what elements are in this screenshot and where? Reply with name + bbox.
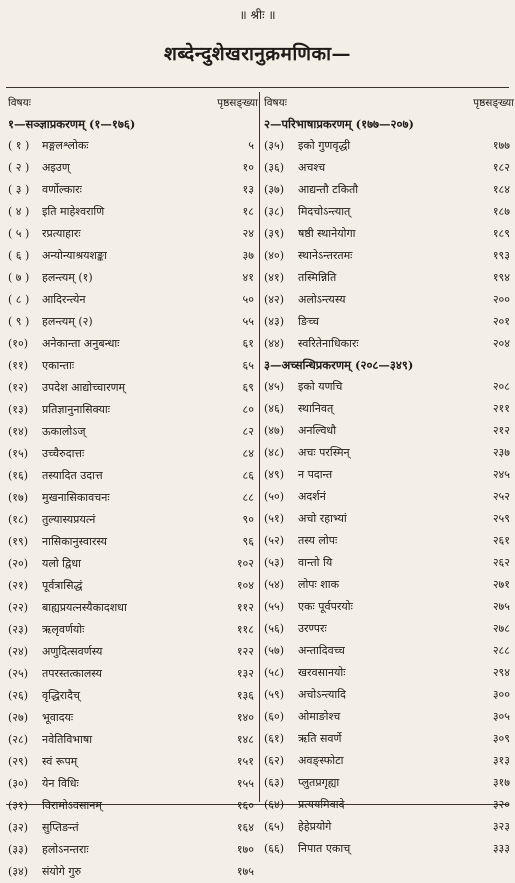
- entry-number: (३८): [264, 205, 285, 218]
- index-entry: [8, 531, 258, 553]
- entry-page-number: १९४: [492, 271, 510, 284]
- entry-number: (१७): [8, 491, 29, 504]
- entry-page-number: १०४: [236, 579, 254, 592]
- entry-topic: अवङ्स्फोटा: [298, 754, 344, 767]
- entry-page-number: ३७: [242, 249, 254, 262]
- index-entry: [264, 794, 514, 816]
- section-heading: १—सञ्ज्ञाप्रकरणम् (१—१७६): [8, 117, 136, 131]
- index-entry: [8, 421, 258, 443]
- entry-page-number: १७०: [236, 843, 254, 856]
- entry-page-number: २५९: [492, 512, 510, 525]
- entry-page-number: ९०: [242, 513, 254, 526]
- entry-topic: तस्यादित उदात्त: [42, 469, 103, 482]
- entry-number: (२२): [8, 601, 29, 614]
- entry-number: (५६): [264, 622, 285, 635]
- entry-topic: षष्ठी स्थानेयोगा: [298, 227, 356, 240]
- index-entry: [8, 817, 258, 839]
- entry-page-number: ६९: [242, 381, 254, 394]
- entry-page-number: २५२: [492, 490, 510, 503]
- entry-number: ( ७ ): [8, 271, 30, 284]
- entry-number: ( ६ ): [8, 249, 30, 262]
- entry-page-number: ३०५: [492, 710, 510, 723]
- entry-topic: प्लुतप्रगृह्या: [298, 776, 340, 789]
- index-entry: [8, 795, 258, 817]
- entry-page-number: १३६: [236, 689, 254, 702]
- entry-number: (२१): [8, 579, 29, 592]
- index-entry: [8, 575, 258, 597]
- entry-page-number: २७१: [492, 578, 510, 591]
- index-entry: [8, 487, 258, 509]
- page-count-heading: पृष्ठसङ्ख्या: [473, 97, 514, 109]
- entry-number: (४८): [264, 446, 285, 459]
- entry-number: (४२): [264, 293, 285, 306]
- entry-page-number: ३१७: [492, 776, 510, 789]
- index-entry: [8, 685, 258, 707]
- entry-topic: अचः परस्मिन्: [298, 446, 350, 459]
- entry-page-number: ३०९: [492, 732, 510, 745]
- entry-number: (६१): [264, 732, 285, 745]
- index-entry: [264, 508, 514, 530]
- index-entry: [264, 662, 514, 684]
- entry-number: (२७): [8, 711, 29, 724]
- entry-topic: संयोगे गुरु: [42, 865, 82, 878]
- entry-number: (२९): [8, 755, 29, 768]
- entry-number: (१३): [8, 403, 29, 416]
- entry-topic: बाह्यप्रयत्नस्यैकादशधा: [42, 601, 127, 614]
- entry-page-number: २००: [492, 293, 510, 306]
- entry-page-number: ९६: [242, 535, 254, 548]
- section-heading: २—परिभाषाप्रकरणम् (१७७—२०७): [264, 117, 414, 131]
- entry-number: (२४): [8, 645, 29, 658]
- index-entry: [264, 245, 514, 267]
- index-entry: [8, 773, 258, 795]
- entry-page-number: ८०: [242, 403, 254, 416]
- entry-number: (६३): [264, 776, 285, 789]
- index-entry: [264, 464, 514, 486]
- index-entry: [8, 641, 258, 663]
- index-entry: [264, 398, 514, 420]
- index-entry: [264, 618, 514, 640]
- entry-topic: सुप्तिङन्तं: [42, 821, 79, 834]
- subject-heading: विषयः: [264, 97, 287, 109]
- entry-topic: तुल्यास्यप्रयत्नं: [42, 513, 96, 526]
- index-entry: [264, 311, 514, 333]
- entry-topic: अन्तादिवच्च: [298, 644, 345, 657]
- entry-topic: अलोऽन्त्यस्य: [298, 293, 346, 306]
- entry-page-number: ३००: [492, 688, 510, 701]
- entry-topic: अन्योन्याश्रयशङ्का: [42, 249, 107, 262]
- index-entry: [8, 135, 258, 157]
- entry-topic: तस्मिन्निति: [298, 271, 337, 284]
- index-entry: [264, 486, 514, 508]
- right-entry-list-2: [264, 376, 514, 860]
- entry-number: (५१): [264, 512, 285, 525]
- entry-number: ( ९ ): [8, 315, 30, 328]
- entry-page-number: ३३३: [492, 842, 510, 855]
- entry-number: (६४): [264, 798, 285, 811]
- section-heading: ३—अच्सन्धिप्रकरणम् (२०८—३४९): [264, 358, 414, 372]
- entry-page-number: ५०: [242, 293, 254, 306]
- entry-page-number: २४: [242, 227, 254, 240]
- index-entry: [264, 750, 514, 772]
- index-entry: [8, 619, 258, 641]
- index-entry: [264, 838, 514, 860]
- entry-topic: तस्य लोपः: [298, 534, 338, 547]
- entry-page-number: १८: [242, 205, 254, 218]
- index-entry: [8, 333, 258, 355]
- page-title: शब्देन्दुशेखरानुक्रमणिका—: [163, 43, 352, 65]
- index-entry: [8, 861, 258, 883]
- entry-page-number: ८६: [242, 469, 254, 482]
- index-entry: [8, 597, 258, 619]
- entry-topic: मङ्गलश्लोकः: [42, 139, 89, 152]
- index-entry: [8, 443, 258, 465]
- index-entry: [264, 442, 514, 464]
- entry-topic: वान्तो यि: [298, 556, 333, 569]
- entry-topic: लोपः शाक: [298, 578, 340, 591]
- entry-page-number: १७७: [492, 139, 510, 152]
- entry-page-number: १२२: [236, 645, 254, 658]
- index-entry: [8, 289, 258, 311]
- index-entry: [8, 355, 258, 377]
- entry-topic: येन विधिः: [42, 777, 79, 790]
- index-entry: [264, 223, 514, 245]
- entry-topic: मिदचोऽन्त्यात्: [298, 205, 351, 218]
- entry-number: (४६): [264, 402, 285, 415]
- entry-topic: आदिरन्त्येन: [42, 293, 86, 306]
- entry-number: (४३): [264, 315, 285, 328]
- entry-topic: प्रत्ययमिवादे: [298, 798, 345, 811]
- entry-page-number: १३२: [236, 667, 254, 680]
- entry-topic: विरामोऽवसानम्: [42, 799, 102, 812]
- entry-number: (३५): [264, 139, 285, 152]
- index-entry: [264, 333, 514, 355]
- entry-number: (५०): [264, 490, 285, 503]
- entry-topic: नवेतिविभाषा: [42, 733, 93, 746]
- index-entry: [264, 420, 514, 442]
- index-entry: [8, 223, 258, 245]
- entry-topic: वर्णोल्कारः: [42, 183, 82, 196]
- entry-number: (११): [8, 359, 29, 372]
- entry-topic: रप्रत्याहारः: [42, 227, 81, 240]
- index-entry: [8, 179, 258, 201]
- index-entry: [8, 157, 258, 179]
- entry-topic: मुखनासिकावचनः: [42, 491, 110, 504]
- index-entry: [8, 377, 258, 399]
- index-entry: [264, 267, 514, 289]
- index-entry: [8, 707, 258, 729]
- entry-number: (२८): [8, 733, 29, 746]
- entry-number: (२०): [8, 557, 29, 570]
- entry-page-number: ८२: [242, 425, 254, 438]
- right-entry-list-1: [264, 135, 514, 355]
- entry-topic: नासिकानुस्वारस्य: [42, 535, 108, 548]
- top-rule: [6, 87, 509, 88]
- entry-number: (३४): [8, 865, 29, 878]
- entry-number: (५४): [264, 578, 285, 591]
- entry-number: ( ३ ): [8, 183, 30, 196]
- left-column: [8, 96, 258, 883]
- entry-page-number: १८९: [492, 227, 510, 240]
- entry-page-number: २०४: [492, 337, 510, 350]
- entry-page-number: ६५: [242, 359, 254, 372]
- entry-number: (१५): [8, 447, 29, 460]
- index-entry: [264, 376, 514, 398]
- entry-page-number: ८८: [242, 491, 254, 504]
- entry-page-number: ५५: [242, 315, 254, 328]
- index-entry: [8, 267, 258, 289]
- entry-number: (५३): [264, 556, 285, 569]
- entry-number: (६०): [264, 710, 285, 723]
- entry-number: (४९): [264, 468, 285, 481]
- entry-page-number: १७५: [236, 865, 254, 878]
- index-entry: [264, 772, 514, 794]
- right-column-header: [264, 96, 514, 114]
- index-entry: [8, 751, 258, 773]
- entry-page-number: १६४: [236, 821, 254, 834]
- index-entry: [264, 816, 514, 838]
- entry-number: (६६): [264, 842, 285, 855]
- entry-page-number: २३७: [492, 446, 510, 459]
- index-entry: [8, 245, 258, 267]
- entry-topic: स्थानिवत्: [298, 402, 334, 415]
- entry-number: (२६): [8, 689, 29, 702]
- entry-topic: अनल्विधौ: [298, 424, 337, 437]
- entry-number: (३६): [264, 161, 285, 174]
- entry-page-number: १०२: [236, 557, 254, 570]
- entry-page-number: २०१: [492, 315, 510, 328]
- entry-page-number: २८८: [492, 644, 510, 657]
- entry-page-number: १६०: [236, 799, 254, 812]
- index-entry: [8, 839, 258, 861]
- entry-number: (५२): [264, 534, 285, 547]
- entry-page-number: २४५: [492, 468, 510, 481]
- index-entry: [8, 663, 258, 685]
- page-count-heading: पृष्ठसङ्ख्या: [217, 97, 258, 109]
- entry-page-number: ३१३: [492, 754, 510, 767]
- entry-topic: हलोऽनन्तराः: [42, 843, 89, 856]
- index-entry: [264, 574, 514, 596]
- entry-number: (१८): [8, 513, 29, 526]
- index-entry: [8, 729, 258, 751]
- index-entry: [8, 399, 258, 421]
- entry-number: (१४): [8, 425, 29, 438]
- entry-page-number: २९४: [492, 666, 510, 679]
- entry-topic: अचो रहाभ्यां: [298, 512, 347, 525]
- entry-topic: प्रतिज्ञानुनासिक्याः: [42, 403, 110, 416]
- index-entry: [264, 728, 514, 750]
- index-entry: [264, 706, 514, 728]
- entry-page-number: १३: [242, 183, 254, 196]
- entry-number: (३१): [8, 799, 29, 812]
- index-entry: [264, 179, 514, 201]
- entry-topic: आद्यन्तौ टकितौ: [298, 183, 359, 196]
- entry-page-number: १५५: [236, 777, 254, 790]
- entry-topic: निपात एकाच्: [298, 842, 351, 855]
- entry-number: (४४): [264, 337, 285, 350]
- entry-page-number: २६१: [492, 534, 510, 547]
- index-entry: [264, 684, 514, 706]
- entry-page-number: १८७: [492, 205, 510, 218]
- entry-page-number: ८४: [242, 447, 254, 460]
- entry-topic: उपदेश आद्योच्चारणम्: [42, 381, 126, 394]
- entry-topic: एकान्ताः: [42, 359, 75, 372]
- entry-topic: खरवसानयोः: [298, 666, 346, 679]
- entry-topic: ओमाङोश्च: [298, 710, 341, 723]
- entry-number: (४७): [264, 424, 285, 437]
- entry-number: (३२): [8, 821, 29, 834]
- index-entry: [8, 311, 258, 333]
- index-entry: [264, 157, 514, 179]
- entry-topic: स्थानेऽन्तरतमः: [298, 249, 353, 262]
- entry-topic: हलन्त्यम् (२): [42, 315, 93, 328]
- entry-topic: हेहेप्रयोगे: [298, 820, 332, 833]
- entry-topic: ऋति सवर्णे: [298, 732, 342, 745]
- entry-page-number: ११२: [236, 601, 254, 614]
- entry-number: (२३): [8, 623, 29, 636]
- entry-page-number: ६१: [242, 337, 254, 350]
- left-entry-list: [8, 135, 258, 883]
- entry-page-number: ३२३: [492, 820, 510, 833]
- entry-number: (५७): [264, 644, 285, 657]
- entry-topic: अनेकान्ता अनुबन्धाः: [42, 337, 120, 350]
- entry-number: ( २ ): [8, 161, 30, 174]
- entry-topic: ङिच्च: [298, 315, 319, 328]
- entry-page-number: ११८: [236, 623, 254, 636]
- entry-topic: स्वरितेनाधिकारः: [298, 337, 359, 350]
- entry-page-number: २१२: [492, 424, 510, 437]
- index-entry: [264, 530, 514, 552]
- entry-topic: इको यणचि: [298, 380, 343, 393]
- entry-topic: यलो द्विधा: [42, 557, 81, 570]
- entry-number: (१०): [8, 337, 29, 350]
- entry-topic: पूर्वत्रासिद्धं: [42, 579, 83, 592]
- entry-topic: उरण्परः: [298, 622, 327, 635]
- index-entry: [8, 509, 258, 531]
- entry-page-number: १९३: [492, 249, 510, 262]
- entry-number: (४१): [264, 271, 285, 284]
- entry-page-number: १४०: [236, 711, 254, 724]
- entry-number: ( ४ ): [8, 205, 30, 218]
- entry-topic: भूवादयः: [42, 711, 74, 724]
- entry-number: (३७): [264, 183, 285, 196]
- entry-number: (५५): [264, 600, 285, 613]
- entry-number: (३०): [8, 777, 29, 790]
- index-entry: [264, 640, 514, 662]
- entry-page-number: १८४: [492, 183, 510, 196]
- entry-number: (६५): [264, 820, 285, 833]
- right-column: [264, 96, 514, 860]
- entry-topic: इति माहेश्वराणि: [42, 205, 105, 218]
- entry-number: (५९): [264, 688, 285, 701]
- entry-page-number: २७५: [492, 600, 510, 613]
- entry-page-number: २७८: [492, 622, 510, 635]
- entry-page-number: २११: [492, 402, 510, 415]
- entry-page-number: १५१: [236, 755, 254, 768]
- entry-number: (२५): [8, 667, 29, 680]
- entry-topic: ऊकालोऽज्: [42, 425, 86, 438]
- entry-number: ( ८ ): [8, 293, 30, 306]
- entry-topic: अचश्च: [298, 161, 326, 174]
- index-entry: [8, 553, 258, 575]
- entry-topic: वृद्धिरादैच्: [42, 689, 80, 702]
- entry-topic: तपरस्तत्कालस्य: [42, 667, 102, 680]
- entry-topic: उच्चैरुदात्तः: [42, 447, 85, 460]
- entry-page-number: २०८: [492, 380, 510, 393]
- entry-number: (६२): [264, 754, 285, 767]
- index-entry: [264, 135, 514, 157]
- subject-heading: विषयः: [8, 97, 31, 109]
- entry-number: ( ५ ): [8, 227, 30, 240]
- entry-page-number: २६२: [492, 556, 510, 569]
- entry-number: (४५): [264, 380, 285, 393]
- index-entry: [264, 596, 514, 618]
- entry-number: (३३): [8, 843, 29, 856]
- entry-topic: अचोऽन्त्यादि: [298, 688, 346, 701]
- entry-number: (१९): [8, 535, 29, 548]
- entry-topic: इको गुणवृद्धी: [298, 139, 351, 152]
- entry-number: (३९): [264, 227, 285, 240]
- entry-page-number: १८२: [492, 161, 510, 174]
- entry-page-number: १०: [242, 161, 254, 174]
- entry-topic: ऋलृवर्णयोः: [42, 623, 85, 636]
- entry-topic: स्वं रूपम्: [42, 755, 78, 768]
- entry-topic: हलन्त्यम् (१): [42, 271, 93, 284]
- entry-number: (१६): [8, 469, 29, 482]
- entry-topic: अणुदित्सवर्णस्य: [42, 645, 103, 658]
- index-entry: [8, 465, 258, 487]
- entry-page-number: ३२०: [492, 798, 510, 811]
- left-column-header: [8, 96, 258, 114]
- entry-page-number: ५: [248, 139, 254, 152]
- invocation: ॥ श्रीः ॥: [239, 8, 276, 22]
- index-entry: [264, 289, 514, 311]
- entry-topic: अदर्शनं: [298, 490, 326, 503]
- entry-topic: एकः पूर्वपरयोः: [298, 600, 353, 613]
- entry-number: (४०): [264, 249, 285, 262]
- entry-page-number: ४१: [242, 271, 254, 284]
- index-entry: [8, 201, 258, 223]
- entry-number: ( १ ): [8, 139, 30, 152]
- entry-number: (१२): [8, 381, 29, 394]
- column-divider: [259, 92, 260, 802]
- entry-page-number: १४८: [236, 733, 254, 746]
- index-entry: [264, 201, 514, 223]
- entry-topic: न पदान्त: [298, 468, 333, 481]
- index-entry: [264, 552, 514, 574]
- entry-topic: अइउण्: [42, 161, 70, 174]
- entry-number: (५८): [264, 666, 285, 679]
